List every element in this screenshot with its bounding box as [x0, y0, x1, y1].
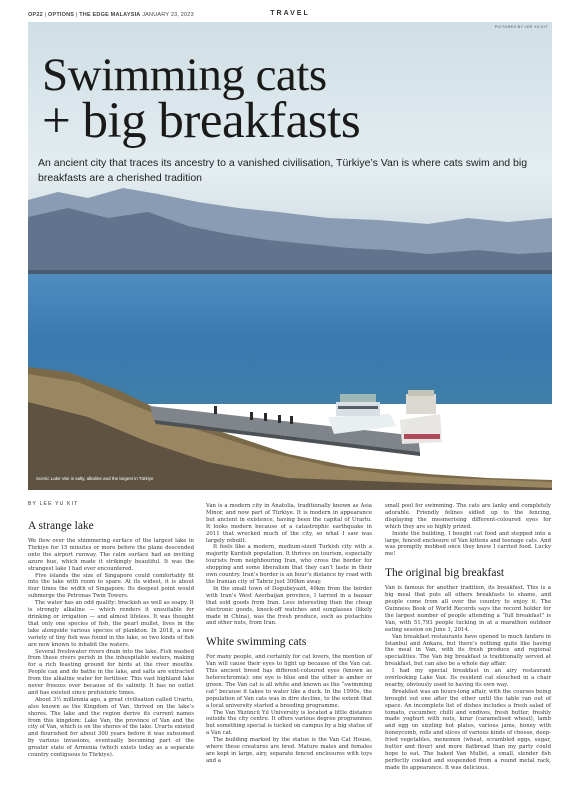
lake-surface [28, 274, 552, 404]
paragraph: Five islands the size of Singapore could comfortably fit into the lake with room to spare. At its widest, it is about four times the width of Singapore. Its deepest point would submerge the Petronas Twin Towers. [28, 572, 194, 600]
subhead-big-breakfast: The original big breakfast [385, 567, 505, 580]
paragraph: Inside the building, I bought cat food and stepped into a large, fenced enclosure of Van kittens and teenage cats. And was promptly mobbed once they knew I carried food. Lucky me! [385, 530, 551, 558]
paragraph: In the small town of Dogubeyazit, 40km from the border with Iran’s West Azerbaijan province, I tarried in a bazaar that sold goods from Iran. Less interesting than the cheap electronic goods, knock-off watches and sunglasses (likely made in China), was the fresh produce, such as pistachios and other nuts, from Iran. [206, 585, 372, 627]
headline [42, 49, 361, 149]
paragraph: Van is famous for another tradition, its breakfast. This is a big meal that puts all others breakfasts to shame, and people come from all over the country to enjoy it. The Guinness Book of World Records says the record holder for the largest number of people attending a “full breakfast” is Van, with 51,793 people tucking in at a marathon outdoor eating session on June 1, 2014. [385, 585, 551, 633]
page-folio: OP22 | OPTIONS | THE EDGE MALAYSIA JANUARY 23, 2023 [28, 12, 194, 18]
photo-caption: Scenic Lake Van is salty, alkaline and the largest in Türkiye [36, 476, 154, 481]
paragraph: Van breakfast restaurants have opened to much fanfare in Istanbul and Ankara, but there’s nothing quite like having the meal in Van, with its fresh produce and regional specialities. The Van big breakfast is traditionally served at breakfast, but can also be a whole day affair. [385, 633, 551, 668]
standfirst: An ancient city that traces its ancestry to a vanished civilisation, Türkiye’s Van is where cats swim and big breakfasts are a cherished tradition [38, 157, 528, 184]
paragraph: Van is a modern city in Anatolia, traditionally known as Asia Minor, and now part of Türkiye. It is modern in appearance but ancient in existence, having been the capital of Urartu. It looks modern because of a catastrophic earthquake in 2011 that wrecked much of the city, so what I saw was largely rebuilt. [206, 503, 372, 544]
paragraph: We flew over the shimmering surface of the largest lake in Türkiye for 15 minutes or more before the plane descended onto the airport runway. The calm surface had an inviting azure hue, which made it strikingly beautiful. It was the strangest lake I had ever encountered. [28, 538, 194, 572]
page-header [28, 8, 552, 23]
paragraph: The water has an odd quality: brackish as well as soapy. It is strongly alkaline — which renders it unsuitable for drinking or irrigation — and almost lifeless. It was thought that only one species of fish, the pearl mullet, lives in the lake alongside various species of plankton. In 2018, a new variety of tiny fish was found in the lake, so two kinds of fish are now known to inhabit the waters. [28, 600, 194, 648]
paragraph: Breakfast was an hours-long affair, with the courses being brought out one after the other until the table ran out of space. An incomplete list of dishes includes a fresh salad of tomato, cucumber, chilli and endives, fresh butter, freshly made yoghurt with nuts, kırar (caramelised wheat), lamb and egg on sizzling hot plates, various jams, honey with honeycomb, rolls and slices of various kinds of cheese, deep-fried vegetables, menemen (wheat, scrambled eggs, sugar, butter and flour) and more flatbread than my party could hope to eat. The baked Van Mullet, a small, slender fish perfectly cooked and suspended from a round metal rack, made its appearance. It was delicious. [385, 688, 551, 771]
hero-photo [28, 22, 552, 490]
far-shoreline [28, 270, 552, 274]
byline: BY LEE YU KIT [28, 501, 79, 507]
subhead-strange-lake: A strange lake [28, 520, 94, 532]
paragraph: For many people, and certainly for cat lovers, the mention of Van will cause their eyes to light up because of the Van cat. This ancient breed has different-coloured eyes (known as heterochromia): one eye is blue and the other is amber or green. The Van cat is all white and known as the “swimming cat” because it takes to water like a duck. In the 1990s, the population of Van cats was in dire decline, to the extent that a local university started a breeding programme. [206, 654, 372, 709]
paragraph: Several freshwater rivers drain into the lake. Fish washed from these rivers perish in the inhospitable waters, making for a rich feasting ground for birds at the river mouths. People can and do bathe in the lake, and salts are extracted from the alkaline water for fertiliser. This vast highland lake never freezes over because of its salinity. It has no outlet and has existed since prehistoric times. [28, 648, 194, 696]
paragraph: It feels like a modern, medium-sized Turkish city with a majority Kurdish population. It thrives on tourism, especially tourists from neighbouring Iran, who cross the border for shopping and some liberalism that they can’t taste in their own country. Iran’s border is an hour’s distance by road with the Iranian city of Tabriz just 300km away. [206, 544, 372, 585]
headline-line-2: + big breakfasts [42, 93, 361, 149]
photo-credit: PICTURES BY LEE YU KIT [494, 25, 548, 29]
paragraph: About 3½ millennia ago, a great civilisation called Urartu, also known as the Kingdom of Van, thrived on the lake’s shores. The lake and the region derive its current names from this kingdom: Lake Van, the province of Van and the city of Van, which is on the shores of the lake. Urartu existed and flourished for about 300 years before it was subsumed by various invasions, eventually becoming part of the greater state of Armenia (which exists today as a separate country contiguous to Türkiye). [28, 696, 194, 759]
paragraph: The building marked by the statue is the Van Cat House, where these creatures are bred. Mature males and females are kept in large, airy, separate fenced enclosures with toys and a [206, 737, 372, 764]
subhead-swimming-cats: White swimming cats [206, 636, 307, 649]
column-2 [206, 503, 372, 765]
column-1 [28, 520, 194, 759]
paragraph: small pool for swimming. The cats are lanky and completely adorable. Friendly felines sidled up to the fencing, displaying the mesmerising different-coloured eyes for which they are so highly prized. [385, 503, 551, 530]
headline-line-1: Swimming cats [42, 49, 327, 101]
paragraph: The Van Yüzüncü Yıl University is located a little distance outside the city centre. It offers various degree programmes but something special is tucked on campus by a big statue of a Van cat. [206, 709, 372, 737]
paragraph: I had my special breakfast in an airy restaurant overlooking Lake Van. Its resident cat slouched in a chair nearby, obviously used to having its own way. [385, 668, 551, 688]
tour-boat-2 [400, 390, 442, 444]
section-label: TRAVEL [270, 10, 310, 17]
column-3 [385, 503, 551, 772]
